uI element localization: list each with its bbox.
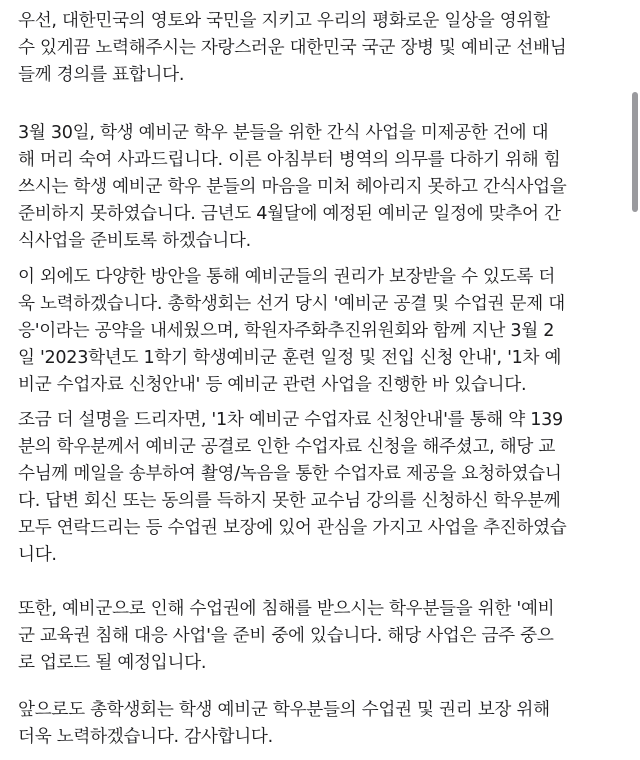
- text-line: 해 머리 숙여 사과드립니다. 이른 아침부터 병역의 의무를 다하기 위해 힘: [18, 150, 561, 170]
- paragraph-rights-efforts: [18, 264, 618, 399]
- text-line: 조금 더 설명을 드리자면, '1차 예비군 수업자료 신청안내'를 통해 약 139: [18, 410, 563, 430]
- text-line: 수님께 메일을 송부하여 촬영/녹음을 통한 수업자료 제공을 요청하였습니: [18, 464, 562, 484]
- text-line: 수 있게끔 노력해주시는 자랑스러운 대한민국 국군 장병 및 예비군 선배님: [18, 38, 567, 58]
- paragraph-apology: [18, 120, 618, 255]
- text-line: 군 교육권 침해 대응 사업'을 준비 중에 있습니다. 해당 사업은 금주 중으: [18, 626, 554, 646]
- text-line: 이 외에도 다양한 방안을 통해 예비군들의 권리가 보장받을 수 있도록 더: [18, 267, 556, 287]
- text-line: 3월 30일, 학생 예비군 학우 분들을 위한 간식 사업을 미제공한 건에 대: [18, 123, 549, 143]
- text-line: 다. 답변 회신 또는 동의를 득하지 못한 교수님 강의를 신청하신 학우분께: [18, 491, 561, 511]
- text-line: 비군 수업자료 신청안내' 등 예비군 관련 사업을 진행한 바 있습니다.: [18, 375, 527, 395]
- paragraph-details: [18, 407, 618, 569]
- text-line: 욱 노력하겠습니다. 총학생회는 선거 당시 '예비군 공결 및 수업권 문제 대: [18, 294, 565, 314]
- paragraph-greeting: [18, 8, 618, 89]
- text-line: 니다.: [18, 545, 57, 565]
- text-line: 또한, 예비군으로 인해 수업권에 침해를 받으시는 학우분들을 위한 '예비: [18, 599, 555, 619]
- text-line: 분의 학우분께서 예비군 공결로 인한 수업자료 신청을 해주셨고, 해당 교: [18, 437, 556, 457]
- text-line: 응'이라는 공약을 내세웠으며, 학원자주화추진위원회와 함께 지난 3월 2: [18, 321, 555, 341]
- text-line: 앞으로도 총학생회는 학생 예비군 학우분들의 수업권 및 권리 보장 위해: [18, 700, 550, 720]
- text-line: 로 업로드 될 예정입니다.: [18, 653, 207, 673]
- text-line: 더욱 노력하겠습니다. 감사합니다.: [18, 727, 273, 747]
- text-line: 모두 연락드리는 등 수업권 보장에 있어 관심을 가지고 사업을 추진하였습: [18, 518, 567, 538]
- paragraph-upcoming-project: [18, 596, 618, 677]
- vertical-scrollbar[interactable]: [632, 92, 638, 212]
- text-line: 일 '2023학년도 1학기 학생예비군 훈련 일정 및 전입 신청 안내', '1차 예: [18, 348, 562, 368]
- text-line: 들께 경의를 표합니다.: [18, 65, 185, 85]
- text-line: 우선, 대한민국의 영토와 국민을 지키고 우리의 평화로운 일상을 영위할: [18, 11, 550, 31]
- text-line: 준비하지 못하였습니다. 금년도 4월달에 예정된 예비군 일정에 맞추어 간: [18, 204, 561, 224]
- text-line: 식사업을 준비토록 하겠습니다.: [18, 231, 251, 251]
- paragraph-closing: [18, 697, 618, 751]
- text-line: 쓰시는 학생 예비군 학우 분들의 마음을 미처 헤아리지 못하고 간식사업을: [18, 177, 567, 197]
